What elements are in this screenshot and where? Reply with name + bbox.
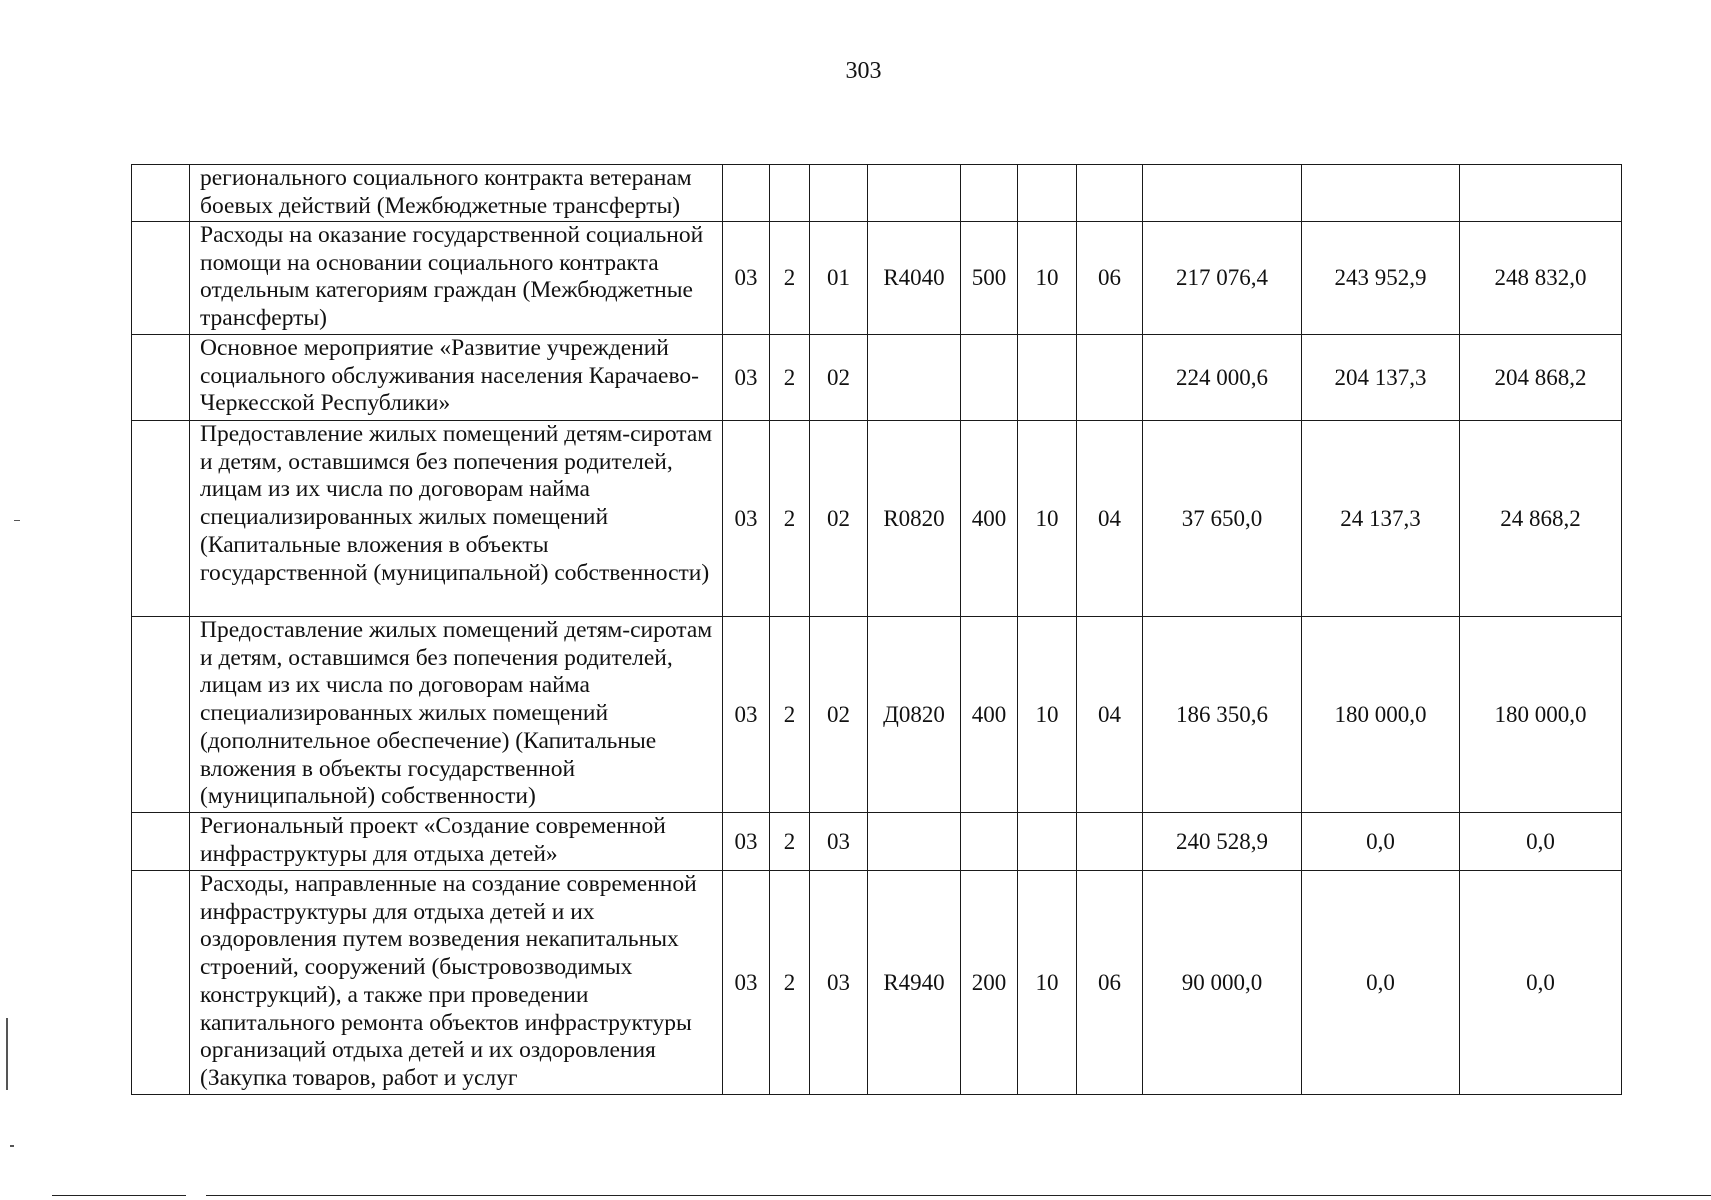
expense-type-cell: 200 — [961, 871, 1018, 1095]
description-cell: Предоставление жилых помещений детям-сиротам и детям, оставшимся без попечения родителей, лицам из их числа по договорам найма специализированных жилых помещений (дополнительное обеспечение) (Капитальные вложения в объекты государственной (муниципальной) собственности) — [190, 617, 723, 813]
program-code-cell: 03 — [723, 617, 770, 813]
subprogram-code-cell: 2 — [770, 813, 810, 871]
amount-year-3-cell: 0,0 — [1460, 871, 1622, 1095]
table-row — [132, 617, 1622, 813]
table-row — [132, 813, 1622, 871]
table-row — [132, 165, 1622, 222]
section-code-cell — [1018, 335, 1077, 421]
section-code-cell — [1018, 165, 1077, 222]
amount-year-2-cell: 243 952,9 — [1302, 222, 1460, 335]
expense-type-cell: 400 — [961, 421, 1018, 617]
row-number-cell — [132, 617, 190, 813]
direction-code-cell: R4940 — [868, 871, 961, 1095]
direction-code-cell: Д0820 — [868, 617, 961, 813]
budget-table — [131, 164, 1622, 1095]
table-row — [132, 222, 1622, 335]
amount-year-1-cell: 224 000,6 — [1143, 335, 1302, 421]
expense-type-cell: 400 — [961, 617, 1018, 813]
subsection-code-cell: 04 — [1077, 617, 1143, 813]
scan-edge-mark — [10, 1145, 14, 1147]
row-number-cell — [132, 165, 190, 222]
event-code-cell — [810, 165, 868, 222]
description-cell: регионального социального контракта ветеранам боевых действий (Межбюджетные трансферты) — [190, 165, 723, 222]
program-code-cell: 03 — [723, 871, 770, 1095]
amount-year-2-cell: 0,0 — [1302, 813, 1460, 871]
subsection-code-cell: 06 — [1077, 222, 1143, 335]
amount-year-2-cell — [1302, 165, 1460, 222]
scan-edge-mark — [6, 1018, 8, 1090]
program-code-cell — [723, 165, 770, 222]
amount-year-3-cell — [1460, 165, 1622, 222]
program-code-cell: 03 — [723, 421, 770, 617]
event-code-cell: 03 — [810, 871, 868, 1095]
program-code-cell: 03 — [723, 335, 770, 421]
description-cell: Предоставление жилых помещений детям-сиротам и детям, оставшимся без попечения родителей, лицам из их числа по договорам найма специализированных жилых помещений (Капитальные вложения в объекты государственной (муниципальной) собственности) — [190, 421, 723, 617]
subsection-code-cell — [1077, 335, 1143, 421]
row-number-cell — [132, 222, 190, 335]
description-cell: Расходы на оказание государственной социальной помощи на основании социального контракта отдельным категориям граждан (Межбюджетные трансферты) — [190, 222, 723, 335]
event-code-cell: 02 — [810, 617, 868, 813]
amount-year-2-cell: 0,0 — [1302, 871, 1460, 1095]
amount-year-1-cell: 90 000,0 — [1143, 871, 1302, 1095]
description-cell: Расходы, направленные на создание современной инфраструктуры для отдыха детей и их оздоровления путем возведения некапитальных строений, сооружений (быстровозводимых конструкций), а также при проведении капитального ремонта объектов инфраструктуры организаций отдыха детей и их оздоровления (Закупка товаров, работ и услуг — [190, 871, 723, 1095]
section-code-cell — [1018, 813, 1077, 871]
section-code-cell: 10 — [1018, 421, 1077, 617]
direction-code-cell: R0820 — [868, 421, 961, 617]
amount-year-1-cell: 37 650,0 — [1143, 421, 1302, 617]
direction-code-cell — [868, 335, 961, 421]
amount-year-3-cell: 180 000,0 — [1460, 617, 1622, 813]
amount-year-1-cell: 186 350,6 — [1143, 617, 1302, 813]
amount-year-2-cell: 204 137,3 — [1302, 335, 1460, 421]
amount-year-2-cell: 24 137,3 — [1302, 421, 1460, 617]
direction-code-cell — [868, 813, 961, 871]
expense-type-cell: 500 — [961, 222, 1018, 335]
section-code-cell: 10 — [1018, 871, 1077, 1095]
subprogram-code-cell: 2 — [770, 871, 810, 1095]
description-cell: Основное мероприятие «Развитие учреждений социального обслуживания населения Карачаево-Черкесской Республики» — [190, 335, 723, 421]
expense-type-cell — [961, 813, 1018, 871]
direction-code-cell: R4040 — [868, 222, 961, 335]
subsection-code-cell — [1077, 165, 1143, 222]
subprogram-code-cell: 2 — [770, 222, 810, 335]
row-number-cell — [132, 335, 190, 421]
amount-year-3-cell: 0,0 — [1460, 813, 1622, 871]
expense-type-cell — [961, 165, 1018, 222]
event-code-cell: 02 — [810, 421, 868, 617]
amount-year-1-cell: 240 528,9 — [1143, 813, 1302, 871]
row-number-cell — [132, 813, 190, 871]
event-code-cell: 01 — [810, 222, 868, 335]
amount-year-1-cell — [1143, 165, 1302, 222]
subprogram-code-cell: 2 — [770, 617, 810, 813]
table-row — [132, 421, 1622, 617]
amount-year-3-cell: 248 832,0 — [1460, 222, 1622, 335]
amount-year-3-cell: 204 868,2 — [1460, 335, 1622, 421]
table-row — [132, 871, 1622, 1095]
table-row — [132, 335, 1622, 421]
row-number-cell — [132, 871, 190, 1095]
scan-edge-mark — [14, 520, 20, 521]
page-number: 303 — [845, 58, 882, 84]
event-code-cell: 03 — [810, 813, 868, 871]
amount-year-3-cell: 24 868,2 — [1460, 421, 1622, 617]
scan-rule-main — [206, 1195, 1711, 1196]
row-number-cell — [132, 421, 190, 617]
direction-code-cell — [868, 165, 961, 222]
program-code-cell: 03 — [723, 813, 770, 871]
amount-year-1-cell: 217 076,4 — [1143, 222, 1302, 335]
subsection-code-cell: 04 — [1077, 421, 1143, 617]
subprogram-code-cell — [770, 165, 810, 222]
description-cell: Региональный проект «Создание современной инфраструктуры для отдыха детей» — [190, 813, 723, 871]
subsection-code-cell: 06 — [1077, 871, 1143, 1095]
section-code-cell: 10 — [1018, 222, 1077, 335]
amount-year-2-cell: 180 000,0 — [1302, 617, 1460, 813]
section-code-cell: 10 — [1018, 617, 1077, 813]
program-code-cell: 03 — [723, 222, 770, 335]
event-code-cell: 02 — [810, 335, 868, 421]
scan-rule-left — [52, 1195, 186, 1196]
subprogram-code-cell: 2 — [770, 335, 810, 421]
subsection-code-cell — [1077, 813, 1143, 871]
expense-type-cell — [961, 335, 1018, 421]
subprogram-code-cell: 2 — [770, 421, 810, 617]
